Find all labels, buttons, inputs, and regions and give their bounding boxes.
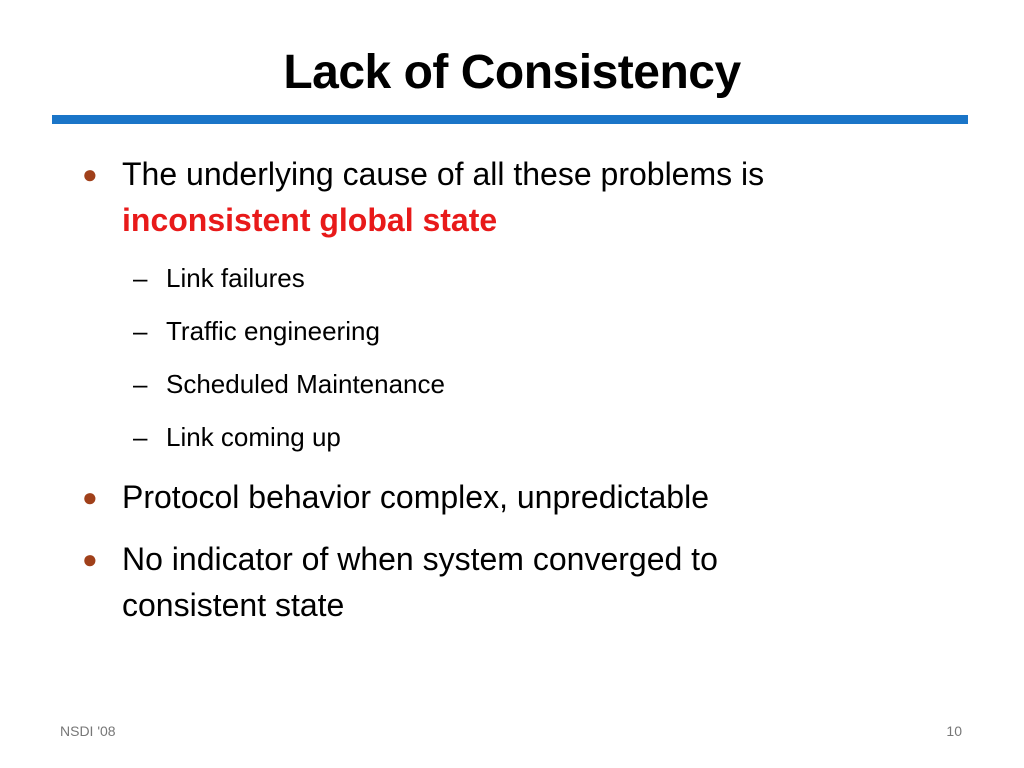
slide-title: Lack of Consistency — [283, 46, 741, 99]
dash-icon: – — [133, 422, 148, 452]
title-divider — [52, 115, 968, 124]
bullet-emphasis: inconsistent global state — [122, 202, 498, 238]
bullet-text: No indicator of when system converged to consistent state — [122, 541, 718, 623]
bullet-text-main: The underlying cause of all these problems is — [122, 156, 765, 192]
bullet-text — [122, 151, 882, 243]
sub-bullet-text: Link failures — [166, 263, 305, 293]
bullet-dot-icon: ● — [82, 544, 98, 574]
page-number: 10 — [946, 723, 962, 739]
bullet-dot-icon: ● — [82, 482, 98, 512]
bullet-text: Protocol behavior complex, unpredictable — [122, 479, 709, 515]
sub-bullet-text: Traffic engineering — [166, 316, 380, 346]
bullet-dot-icon: ● — [82, 159, 98, 189]
dash-icon: – — [133, 369, 148, 399]
footer-conference: NSDI '08 — [60, 723, 116, 739]
dash-icon: – — [133, 316, 148, 346]
sub-bullet-text: Link coming up — [166, 422, 341, 452]
sub-bullet-text: Scheduled Maintenance — [166, 369, 445, 399]
dash-icon: – — [133, 263, 148, 293]
